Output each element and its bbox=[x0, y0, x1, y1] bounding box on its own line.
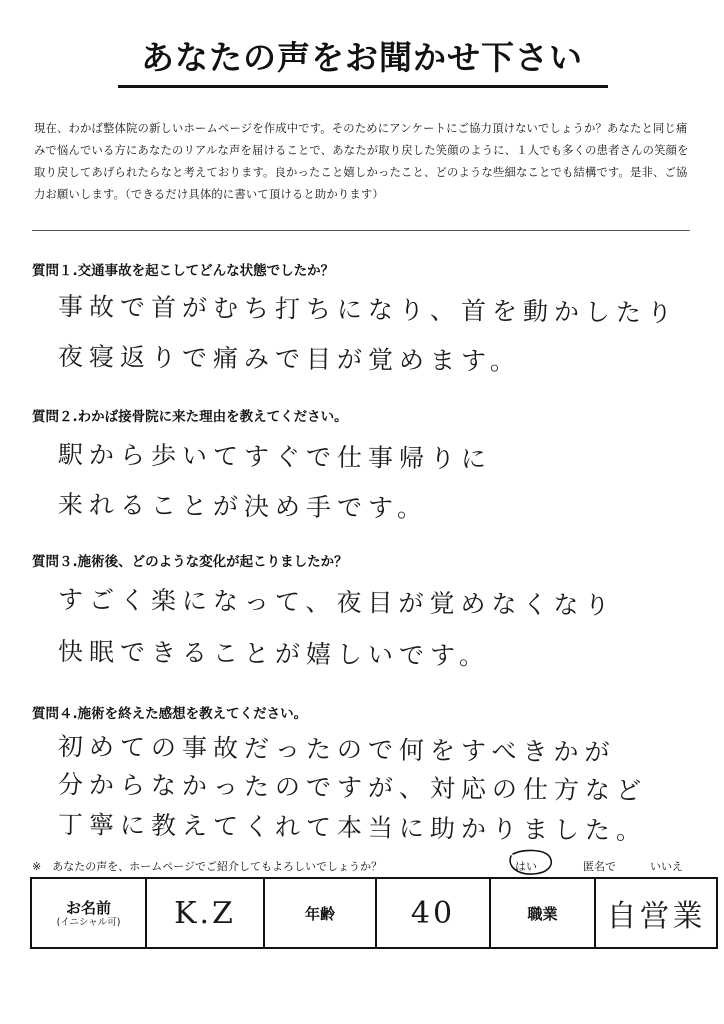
intro-text: 現在、わかば整体院の新しいホームページを作成中です。そのためにアンケートにご協力頂けないでしょうか？あなたと同じ痛みで悩んでいる方にあなたのリアルな声を届けることで、あなたが取り戻した笑顔のように、１人でも多くの患者さんの笑顔を取り戻してあげられたらなと考えております。良かったこと嬉しかったこと、どのような些細なことでも結構です。是非、ご協力お願いします。（できるだけ具体的に書いて頂けると助かります） bbox=[34, 122, 689, 201]
option-no[interactable]: いいえ bbox=[650, 860, 683, 873]
question-3-label: 質問３.施術後、どのような変化が起こりましたか？ bbox=[32, 554, 348, 570]
option-yes[interactable]: はい bbox=[515, 860, 537, 873]
name-label: お名前 bbox=[65, 898, 111, 917]
job-value-cell[interactable] bbox=[595, 878, 717, 948]
respondent-info-table bbox=[30, 877, 718, 949]
age-value-cell[interactable] bbox=[376, 878, 490, 948]
job-label: 職業 bbox=[527, 904, 558, 923]
title-underline bbox=[118, 85, 608, 88]
question-4-answer-line-1: 初めての事故だったので何をすべきかが bbox=[57, 732, 616, 767]
question-1-answer-line-2: 夜寝返りで痛みで目が覚めます。 bbox=[57, 342, 522, 376]
section-divider bbox=[32, 230, 690, 231]
question-2-answer-line-1: 駅から歩いてすぐで仕事帰りに bbox=[57, 440, 493, 474]
question-3-answer-line-2: 快眠できることが嬉しいです。 bbox=[57, 637, 491, 671]
question-2-answer-line-2: 来れることが決め手です。 bbox=[57, 490, 429, 523]
question-2-label: 質問２.わかば接骨院に来た理由を教えてください。 bbox=[32, 409, 348, 425]
name-sublabel: (イニシャル可) bbox=[56, 916, 121, 928]
question-1-answer-line-1: 事故で首がむち打ちになり、首を動かしたり bbox=[57, 292, 679, 328]
page-title: あなたの声をお聞かせ下さい bbox=[141, 38, 583, 77]
name-label-cell bbox=[31, 878, 146, 948]
permission-question: ※ あなたの声を、ホームページでご紹介してもよろしいでしょうか？ bbox=[32, 860, 382, 873]
question-3-answer-line-1: すごく楽になって、夜目が覚めなくなり bbox=[57, 585, 616, 620]
age-label-cell bbox=[264, 878, 376, 948]
question-4-answer-line-3: 丁寧に教えてくれて本当に助かりました。 bbox=[57, 810, 648, 846]
question-4-label: 質問４.施術を終えた感想を教えてください。 bbox=[32, 706, 308, 722]
name-value-cell[interactable] bbox=[146, 878, 264, 948]
age-value: 40 bbox=[410, 895, 456, 931]
question-4-answer-line-2: 分からなかったのですが、対応の仕方など bbox=[57, 770, 648, 806]
job-value: 自営業 bbox=[606, 899, 706, 934]
question-1-label: 質問１.交通事故を起こしてどんな状態でしたか？ bbox=[32, 263, 335, 279]
selection-circle-mark bbox=[503, 848, 557, 878]
option-anonymous[interactable]: 匿名で bbox=[583, 860, 616, 873]
name-value: K.Z bbox=[174, 895, 236, 931]
age-label: 年齢 bbox=[304, 904, 335, 923]
job-label-cell bbox=[490, 878, 595, 948]
